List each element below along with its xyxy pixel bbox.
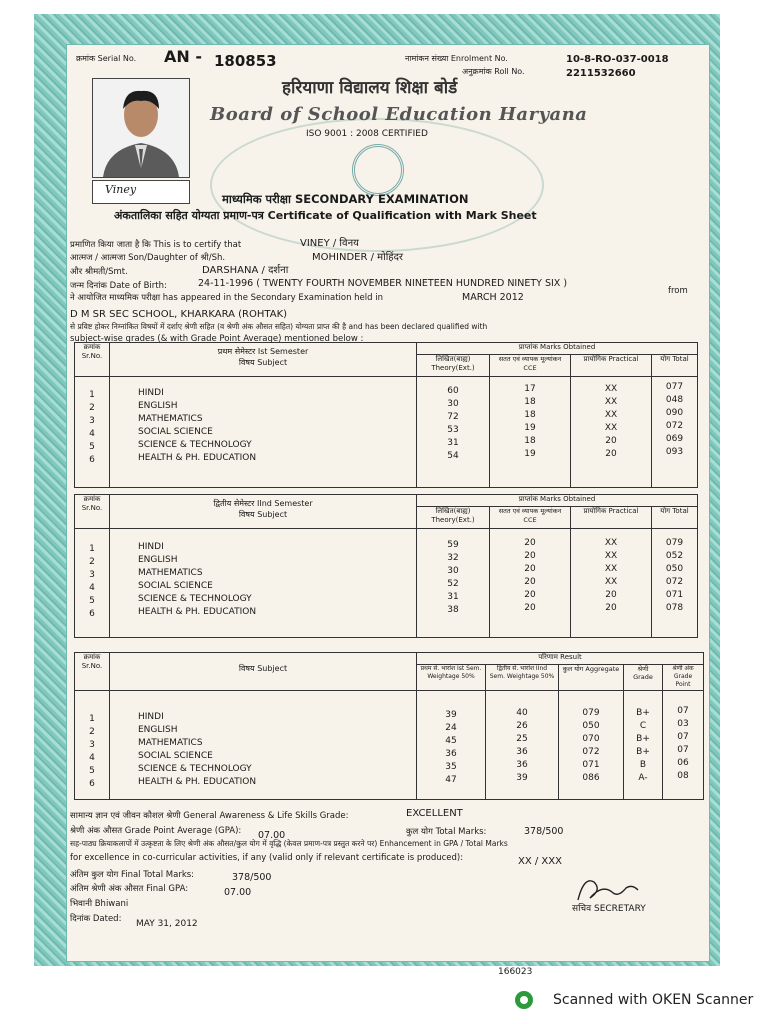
practical-cell: XX	[604, 423, 618, 433]
enrolment-label: नामांकन संख्या Enrolment No.	[405, 54, 508, 63]
total-header: योग Total	[652, 507, 698, 529]
grade-cell: C	[639, 721, 647, 731]
practical-cell: 20	[605, 436, 617, 446]
sr-cell: 2	[89, 403, 95, 413]
practical-cell: 20	[605, 590, 617, 600]
sr-cell: 1	[89, 544, 95, 554]
second-sem-cell: 36	[516, 747, 528, 757]
total-cell: 071	[665, 590, 684, 600]
student-photo	[92, 78, 190, 178]
first-sem-cell: 39	[445, 710, 457, 720]
exam-title: माध्यमिक परीक्षा SECONDARY EXAMINATION	[222, 192, 469, 206]
enhancement-text: सह-पाठ्य क्रियाकलापों में उत्कृष्टता के लिए श्रेणी अंक औसत/कुल योग में वृद्धि (केवल प्रमाण-पत्र प्रस्तुत करने पर) Enhancement in GPA / Total Marks	[70, 839, 508, 848]
grade-point-cell: 07	[677, 732, 689, 742]
appeared-label: ने आयोजित माध्यमिक परीक्षा has appeared in the Secondary Examination held in	[70, 293, 383, 303]
sr-column	[75, 529, 110, 638]
second-sem-column	[486, 691, 559, 800]
certify-label: प्रमाणित किया जाता है कि This is to certify that	[70, 240, 242, 250]
total-cell: 093	[665, 447, 684, 457]
subject-cell: HINDI	[138, 388, 164, 398]
practical-column	[571, 529, 652, 638]
second-sem-cell: 25	[516, 734, 528, 744]
grade-header: श्रेणी Grade	[624, 665, 663, 691]
total-cell: 050	[665, 564, 684, 574]
cce-column	[490, 529, 571, 638]
theory-header: लिखित(बाह्य) Theory(Ext.)	[417, 507, 490, 529]
subject-cell: SOCIAL SCIENCE	[138, 581, 213, 591]
aggregate-cell: 071	[582, 760, 600, 770]
theory-cell: 31	[447, 592, 459, 602]
practical-column	[571, 377, 652, 488]
grade-point-cell: 07	[677, 745, 689, 755]
practical-cell: 20	[605, 449, 617, 459]
cce-header: सतत एवं व्यापक मूल्यांकन CCE	[490, 355, 571, 377]
subject-cell: MATHEMATICS	[138, 568, 203, 578]
cce-cell: 17	[524, 384, 536, 394]
awareness-label: सामान्य ज्ञान एवं जीवन कौशल श्रेणी General Awareness & Life Skills Grade:	[70, 811, 349, 821]
excellence-text: for excellence in co-curricular activities, if any (valid only if relevant certificate is produced):	[70, 853, 464, 863]
grade-cell: B	[639, 760, 647, 770]
final-total-value: 378/500	[232, 872, 272, 883]
sr-cell: 5	[89, 442, 95, 452]
aggregate-cell: 086	[582, 773, 600, 783]
first-sem-cell: 35	[445, 762, 457, 772]
student-signature-box	[92, 180, 190, 204]
cce-column	[490, 377, 571, 488]
gpa-label: श्रेणी अंक औसत Grade Point Average (GPA):	[70, 826, 242, 836]
subject-cell: HEALTH & PH. EDUCATION	[138, 607, 257, 617]
subject-cell: SOCIAL SCIENCE	[138, 751, 213, 761]
theory-cell: 30	[447, 399, 459, 409]
excellence-value: XX / XXX	[518, 856, 562, 867]
roll-label: अनुक्रमांक Roll No.	[462, 67, 525, 76]
theory-cell: 31	[447, 438, 459, 448]
theory-cell: 30	[447, 566, 459, 576]
sr-no-header: क्रमांक Sr.No.	[75, 495, 110, 529]
scanner-watermark-text: Scanned with OKEN Scanner	[553, 992, 754, 1008]
second-sem-header: द्वितीय से. भारांश IInd Sem. Weightage 50%	[486, 665, 559, 691]
place: भिवानी Bhiwani	[70, 899, 129, 909]
first-sem-column	[417, 691, 486, 800]
aggregate-cell: 070	[582, 734, 600, 744]
sr-cell: 3	[89, 740, 95, 750]
cce-cell: 20	[524, 577, 536, 587]
subject-column	[110, 691, 417, 800]
sr-cell: 1	[89, 714, 95, 724]
grade-cell: B+	[636, 708, 650, 718]
subject-column	[110, 377, 417, 488]
board-seal	[352, 144, 404, 196]
subject-cell: MATHEMATICS	[138, 414, 203, 424]
second-sem-cell: 40	[516, 708, 528, 718]
mother-label: और श्रीमती/Smt.	[70, 267, 128, 277]
serial-number: 180853	[214, 52, 277, 70]
theory-cell: 72	[447, 412, 459, 422]
subject-cell: HINDI	[138, 542, 164, 552]
cce-cell: 20	[524, 551, 536, 561]
theory-cell: 53	[447, 425, 459, 435]
subject-label: विषय Subject	[238, 510, 288, 519]
student-name: VINEY / विनय	[300, 238, 359, 249]
cce-cell: 19	[524, 423, 536, 433]
semester-heading: प्रथम सेमेस्टर Ist Semester	[217, 347, 309, 356]
cce-cell: 20	[524, 564, 536, 574]
cce-cell: 18	[524, 397, 536, 407]
sr-column	[75, 377, 110, 488]
from-label: from	[668, 286, 688, 296]
second-sem-cell: 39	[516, 773, 528, 783]
total-cell: 069	[665, 434, 684, 444]
awareness-value: EXCELLENT	[406, 808, 463, 819]
final-gpa-label: अंतिम श्रेणी अंक औसत Final GPA:	[70, 884, 189, 894]
sr-no-header: क्रमांक Sr.No.	[75, 653, 110, 691]
subject-column	[110, 529, 417, 638]
iso-certified: ISO 9001 : 2008 CERTIFIED	[306, 129, 428, 139]
cce-cell: 20	[524, 603, 536, 613]
sr-cell: 5	[89, 596, 95, 606]
secretary-label: सचिव SECRETARY	[572, 904, 646, 914]
total-marks-value: 378/500	[524, 826, 564, 837]
practical-cell: XX	[604, 384, 618, 394]
theory-column	[417, 529, 490, 638]
board-name-english: Board of School Education Haryana	[210, 104, 588, 125]
declared-text: से प्रविष्ट होकर निम्नांकित विषयों में दर्शाए श्रेणी सहित (व श्रेणी अंक औसत सहित) योग्यता प्राप्त की है and has been declared qualified with	[70, 322, 488, 331]
total-cell: 090	[665, 408, 684, 418]
secretary-signature	[572, 872, 642, 906]
dob-label: जन्म दिनांक Date of Birth:	[70, 281, 167, 291]
theory-cell: 38	[447, 605, 459, 615]
parent-label: आत्मज / आत्मजा Son/Daughter of श्री/Sh.	[70, 253, 226, 263]
practical-header: प्रायोगिक Practical	[571, 355, 652, 377]
sr-cell: 6	[89, 779, 95, 789]
final-gpa-value: 07.00	[224, 887, 252, 898]
aggregate-cell: 079	[582, 708, 600, 718]
total-cell: 079	[665, 538, 684, 548]
first-sem-cell: 36	[445, 749, 457, 759]
roll-value: 2211532660	[566, 68, 636, 79]
aggregate-cell: 050	[582, 721, 600, 731]
subject-cell: MATHEMATICS	[138, 738, 203, 748]
final-total-label: अंतिम कुल योग Final Total Marks:	[70, 870, 195, 880]
subject-wise-text: subject-wise grades (& with Grade Point Average) mentioned below :	[70, 334, 364, 344]
grade-point-cell: 07	[677, 706, 689, 716]
total-header: योग Total	[652, 355, 698, 377]
school-name: D M SR SEC SCHOOL, KHARKARA (ROHTAK)	[70, 309, 288, 320]
sr-cell: 4	[89, 753, 95, 763]
enrolment-value: 10-8-RO-037-0018	[566, 54, 669, 65]
gpa-value: 07.00	[258, 830, 286, 841]
certificate-title: अंकतालिका सहित योग्यता प्रमाण-पत्र Certificate of Qualification with Mark Sheet	[114, 209, 537, 222]
practical-cell: XX	[604, 551, 618, 561]
sr-cell: 2	[89, 727, 95, 737]
total-cell: 072	[665, 577, 684, 587]
dob-value: 24-11-1996 ( TWENTY FOURTH NOVEMBER NINETEEN HUNDRED NINETY SIX )	[198, 278, 568, 289]
sr-cell: 1	[89, 390, 95, 400]
subject-label: विषय Subject	[238, 358, 288, 367]
marks-obtained-header: प्राप्तांक Marks Obtained	[417, 343, 698, 355]
grade-column	[624, 691, 663, 800]
subject-cell: ENGLISH	[138, 401, 178, 411]
practical-header: प्रायोगिक Practical	[571, 507, 652, 529]
total-marks-label: कुल योग Total Marks:	[406, 827, 487, 837]
total-column	[652, 377, 698, 488]
serial-label: क्रमांक Serial No.	[76, 54, 137, 63]
result-table	[74, 652, 704, 800]
subject-header	[110, 343, 417, 377]
subject-cell: HEALTH & PH. EDUCATION	[138, 777, 257, 787]
board-name-hindi: हरियाणा विद्यालय शिक्षा बोर्ड	[282, 78, 458, 98]
grade-point-cell: 03	[677, 719, 689, 729]
cce-cell: 18	[524, 410, 536, 420]
total-cell: 077	[665, 382, 684, 392]
theory-cell: 54	[447, 451, 459, 461]
practical-cell: XX	[604, 397, 618, 407]
practical-cell: XX	[604, 577, 618, 587]
second-sem-cell: 26	[516, 721, 528, 731]
grade-cell: B+	[636, 747, 650, 757]
aggregate-header: कुल योग Aggregate	[559, 665, 624, 691]
serial-prefix: AN -	[164, 47, 202, 66]
aggregate-column	[559, 691, 624, 800]
sr-cell: 3	[89, 416, 95, 426]
total-column	[652, 529, 698, 638]
sr-cell: 6	[89, 609, 95, 619]
sr-column	[75, 691, 110, 800]
practical-cell: 20	[605, 603, 617, 613]
sr-cell: 4	[89, 583, 95, 593]
theory-cell: 52	[447, 579, 459, 589]
subject-header: विषय Subject	[110, 653, 417, 691]
first-sem-cell: 24	[445, 723, 457, 733]
subject-cell: ENGLISH	[138, 555, 178, 565]
theory-column	[417, 377, 490, 488]
total-cell: 078	[665, 603, 684, 613]
grade-cell: A-	[638, 773, 648, 783]
sr-cell: 6	[89, 455, 95, 465]
second-sem-cell: 36	[516, 760, 528, 770]
theory-cell: 32	[447, 553, 459, 563]
marks-obtained-header: प्राप्तांक Marks Obtained	[417, 495, 698, 507]
dated-label: दिनांक Dated:	[70, 914, 122, 924]
grade-point-cell: 08	[677, 771, 689, 781]
theory-cell: 59	[447, 540, 459, 550]
subject-cell: HINDI	[138, 712, 164, 722]
sr-cell: 5	[89, 766, 95, 776]
subject-cell: HEALTH & PH. EDUCATION	[138, 453, 257, 463]
total-cell: 072	[665, 421, 684, 431]
practical-cell: XX	[604, 410, 618, 420]
father-name: MOHINDER / मोहिंदर	[312, 252, 404, 263]
semester-1-table	[74, 342, 698, 488]
semester-heading: द्वितीय सेमेस्टर IInd Semester	[213, 499, 313, 508]
cce-cell: 20	[524, 538, 536, 548]
total-cell: 052	[665, 551, 684, 561]
first-sem-cell: 45	[445, 736, 457, 746]
total-cell: 048	[665, 395, 684, 405]
aggregate-cell: 072	[582, 747, 600, 757]
grade-point-cell: 06	[677, 758, 689, 768]
dated-value: MAY 31, 2012	[136, 919, 198, 929]
subject-cell: SCIENCE & TECHNOLOGY	[138, 764, 252, 774]
cce-cell: 20	[524, 590, 536, 600]
mother-name: DARSHANA / दर्शना	[202, 265, 289, 276]
cce-header: सतत एवं व्यापक मूल्यांकन CCE	[490, 507, 571, 529]
semester-2-table	[74, 494, 698, 638]
sr-cell: 2	[89, 557, 95, 567]
practical-cell: XX	[604, 538, 618, 548]
grade-cell: B+	[636, 734, 650, 744]
grade-point-header: श्रेणी अंक Grade Point	[663, 665, 704, 691]
result-header: परिणाम Result	[417, 653, 704, 665]
subject-cell: ENGLISH	[138, 725, 178, 735]
first-sem-cell: 47	[445, 775, 457, 785]
subject-cell: SCIENCE & TECHNOLOGY	[138, 594, 252, 604]
sr-cell: 3	[89, 570, 95, 580]
theory-cell: 60	[447, 386, 459, 396]
sr-cell: 4	[89, 429, 95, 439]
practical-cell: XX	[604, 564, 618, 574]
document-number: 166023	[498, 967, 533, 977]
theory-header: लिखित(बाह्य) Theory(Ext.)	[417, 355, 490, 377]
subject-header	[110, 495, 417, 529]
cce-cell: 18	[524, 436, 536, 446]
cce-cell: 19	[524, 449, 536, 459]
oken-scanner-logo-icon	[515, 991, 533, 1009]
grade-point-column	[663, 691, 704, 800]
first-sem-header: प्रथम से. भारांश Ist Sem. Weightage 50%	[417, 665, 486, 691]
exam-held: MARCH 2012	[462, 292, 524, 303]
student-signature: Viney	[105, 183, 137, 196]
sr-no-header: क्रमांक Sr.No.	[75, 343, 110, 377]
subject-cell: SCIENCE & TECHNOLOGY	[138, 440, 252, 450]
subject-cell: SOCIAL SCIENCE	[138, 427, 213, 437]
